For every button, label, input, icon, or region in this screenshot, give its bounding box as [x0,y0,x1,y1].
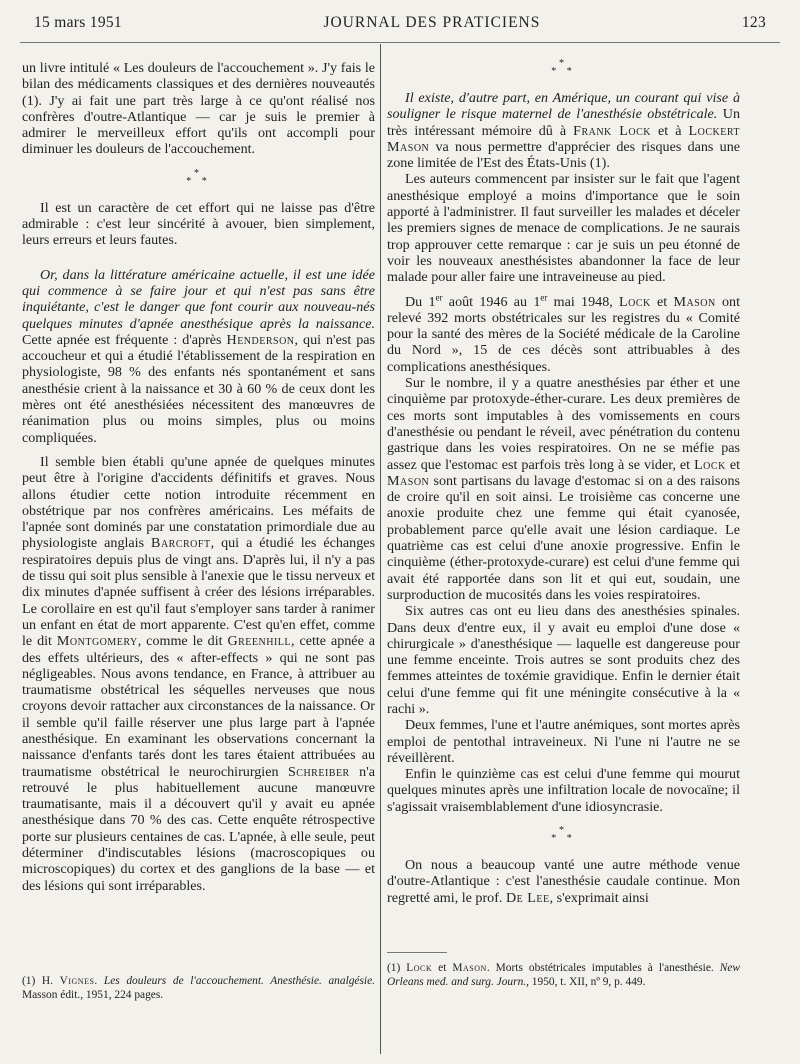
text-run: août 1946 au 1 [442,293,541,310]
superscript: er [435,291,443,302]
author-name: Mason [673,293,716,310]
text-run: et à [651,122,689,139]
footnote-rule [387,952,447,953]
journal-title: JOURNAL DES PRATICIENS [323,14,541,31]
column-divider [380,44,381,1054]
paragraph: un livre intitulé « Les douleurs de l'accouchement ». J'y fais le bilan des médicaments classiques et des dernières nouveautés (1). J'y ai fait une part très large à ce qu'ont réalisé nos confrères d'outre-Atlantique — car je suis le premier à admirer le merveilleux effort qu'ils ont accompli pour diminuer les douleurs de l'accouchement. [22,60,375,158]
author-name: Greenhill [227,633,292,650]
author-name: Montgomery [56,633,138,650]
text-run: Il semble bien établi qu'une apnée de quelques minutes peut être à l'origine d'accidents définitifs et graves. Nous allons étudier cette notion introduite récemment en obstétrique par nos confrères américains. Les méfaits de l'apnée sont dominés par une constatation primordiale due au physiologiste anglais [22,453,375,552]
text-run: et [650,293,674,310]
text-run: (1) [387,962,407,974]
text-run: , cette apnée a des effets ultérieurs, des « after-effects » qui ne sont pas négligeables. Nous avons tendance, en France, à attribuer au traumatisme obstétrical les séquelles nerveuses que nous croyons devoir rattacher aux circonstances de la naissance. Or il semble qu'il faille réserver une plus large part à l'apnée anesthésique. En examinant les observations concernant la naissance d'enfants tarés dont les tares étaient attribuées au traumatisme obstétrical le neurochirurgien [22,633,375,780]
author-name: Schreiber [287,763,350,780]
section-separator: * * * [551,58,576,77]
author-name: Frank Lock [573,122,652,139]
text-run: Cette apnée est fréquente : d'après [22,331,227,348]
text-run: , qui n'est pas accoucheur et qui a étudié l'établissement de la respiration en physiologiste, 98 % des enfants nés spontanément et sans anesthésie crient à la naissance et 30 à 60 % de ceux dont les mères ont été anesthésiées nécessitent des manœuvres de réanimation plus ou moins simples, plus ou moins compliquées. [22,331,375,446]
text-run: et [432,962,453,974]
paragraph [387,90,740,171]
text-run: sont partisans du lavage d'estomac si on a des raisons de croire qu'il en soit ainsi. Le troisième cas concerne une anoxie produite chez une femme qui était cyanosée, probablement parce qu'elle avait une lésion cardiaque. Le quatrième cas est celui d'une anoxie progressive. Enfin le cinquième (éther-protoxyde-curare) est celui d'une femme qui avait été rapportée dans son lit et qui eut, soudain, une surproduction de mucosités dans les voies respiratoires. [387,472,740,603]
paragraph [387,291,741,375]
text-run: . [94,975,104,987]
paragraph: Six autres cas ont eu lieu dans des anesthésies spinales. Dans deux d'entre eux, il y avait eu emploi d'une dose « chirurgicale » d'anesthésique — laquelle est dangereuse pour une femme enceinte. Trois autres se sont produits chez des femmes atteintes de toxémie gravidique. Enfin le dernier était celui d'une femme qui fit une méningite consécutive à la « rachi ». [387,603,740,717]
paragraph: Enfin le quinzième cas est celui d'une femme qui mourut quelques minutes après une infiltration locale de novocaïne; il s'agissait vraisemblablement d'une idiosyncrasie. [387,766,740,815]
superscript: er [540,291,548,302]
author-name: Mason [452,962,487,974]
footnote [22,975,375,1002]
journal-name: New Orleans med. and surg. Journ. [387,962,740,988]
author-name: Vignes [59,975,95,987]
text-run: et [725,456,740,473]
text-run: , comme le dit [137,633,228,650]
text-run: (1) H. [22,975,60,987]
paragraph [387,857,740,906]
section-separator: * * * [551,825,576,845]
text-run: , s'exprimait ainsi [549,889,649,906]
author-name: Lock [694,456,726,473]
text-run: , 1950, t. XII, nº 9, p. 449. [526,975,646,988]
header-date: 15 mars 1951 [34,14,122,31]
book-title: Les douleurs de l'accouchement. Anesthésie. analgésie. [103,975,375,987]
author-name: Lock [619,293,651,310]
left-column [22,60,375,894]
author-name: Lockert Mason [387,122,740,155]
page-number: 123 [741,14,766,31]
author-name: Mason [387,472,430,489]
text-run: . Morts obstétricales imputables à l'anesthésie. [486,962,720,974]
paragraph [387,375,740,603]
text-run: ont relevé 392 morts obstétricales sur les registres du « Comité pour la santé des mères de la Société médicale de la Caroline du Nord », 15 de ces décès sont attribuables à des complications anesthésiques. [387,293,741,375]
text-run: mai 1948, [547,293,620,310]
italic-lead: Or, dans la littérature américaine actuelle, il est une idée qui commence à se faire jour et qui n'est pas sans être inquiétante, c'est le danger que font courir aux nouveau-nés quelques minutes d'apnée anesthésique après la naissance. [22,266,375,332]
italic-lead: Il existe, d'autre part, en Amérique, un courant qui vise à souligner le risque maternel de l'anesthésie obstétricale. [387,90,740,123]
author-name: De Lee [505,889,550,906]
text-run: va nous permettre d'apprécier des risques dans une zone limitée de l'Est des États-Unis (1). [387,138,740,172]
paragraph [22,267,375,446]
paragraph [22,454,375,894]
author-name: Henderson [226,331,295,348]
section-separator: * * * [186,167,211,187]
text-run: Un très intéressant mémoire dû à [387,106,740,139]
text-run: On nous a beaucoup vanté une autre méthode venue d'outre-Atlantique : c'est l'anesthésie caudale continue. Mon regretté ami, le prof. [387,857,740,906]
text-run: n'a retrouvé le plus habituellement aucune manœuvre traumatisante, mais il a découvert qu'il y avait eu apnée anesthésique dans 70 % des cas. Cette enquête rétrospective porte sur plusieurs centaines de cas. L'apnée, à elle seule, peut déterminer d'indiscutables lésions (macroscopiques ou microscopiques) du cortex et des ganglions de la base — et des lésions qui sont irréparables. [22,763,375,894]
right-column [387,60,740,906]
text-run: Sur le nombre, il y a quatre anesthésies par éther et une cinquième par protoxyde-éther-curare. Les deux premières de ces morts sont imputables à des vomissements en cours d'anesthésie ou pendant le réveil, avec pénétration du contenu gastrique dans les voies respiratoires. On ne se méfie pas assez que l'estomac est parfois très long à se vider, et [387,375,740,473]
text-run: Masson édit., 1951, 224 pages. [22,988,164,1001]
header-rule [20,42,780,43]
text-run: Du 1 [405,293,436,310]
footnote [387,962,740,989]
paragraph: Deux femmes, l'une et l'autre anémiques, sont mortes après emploi de pentothal intraveineux. Ni l'une ni l'autre ne se réveillèrent. [387,717,740,766]
running-header [34,14,766,38]
paragraph: Il est un caractère de cet effort qui ne laisse pas d'être admirable : c'est leur sincérité à avouer, bien simplement, leurs erreurs et leurs fautes. [22,199,375,249]
author-name: Barcroft [151,535,211,552]
author-name: Lock [406,962,433,974]
text-run: , qui a étudié les échanges respiratoires depuis plus de vingt ans. D'après lui, il n'y a pas de tissu qui soit plus sensible à l'anexie que le tissu nerveux et dix minutes d'apnée suffisent à créer des lésions irréparables. Le corollaire en est qu'il faut s'employer sans tarder à ranimer un enfant en état de mort apparente. C'est qu'en effet, comme le dit [22,535,375,650]
paragraph: Les auteurs commencent par insister sur le fait que l'agent anesthésique employé a moins d'importance que le soin apporté à l'administrer. Il faut surveiller les malades et déceler les premiers signes de menace de complications. Je ne saurais trop approuver cette remarque : car je suis un peu étonné de voir les nouveaux anesthésistes abandonner la face de leur malade pour aller faire une intraveineuse au pied. [387,171,740,286]
